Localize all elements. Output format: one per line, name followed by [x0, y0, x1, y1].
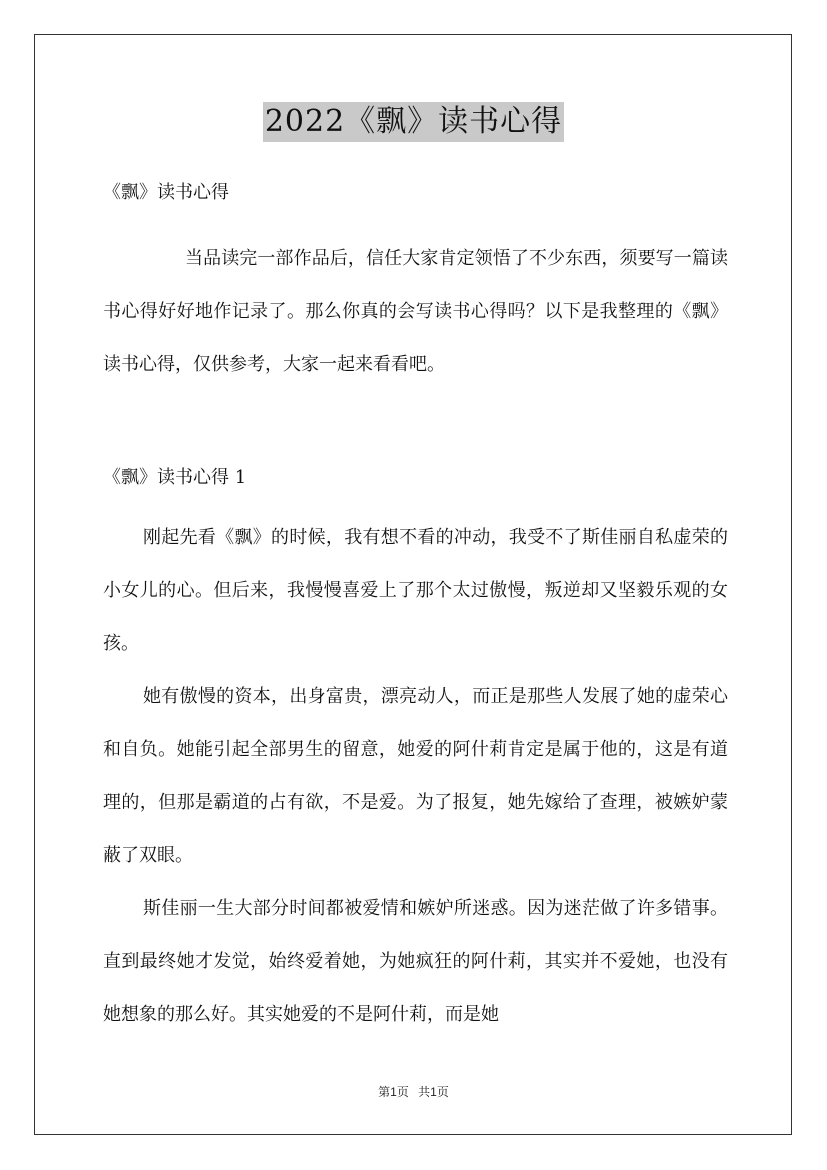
document-subtitle: 《飘》读书心得: [103, 182, 229, 203]
body-paragraph-1: 刚起先看《飘》的时候，我有想不看的冲动，我受不了斯佳丽自私虚荣的小女儿的心。但后来，我慢慢喜爱上了那个太过傲慢，叛逆却又坚毅乐观的女孩。: [103, 527, 728, 654]
title-container: [0, 102, 827, 142]
document-body: [103, 170, 728, 1041]
body-paragraph-3: 斯佳丽一生大部分时间都被爱情和嫉妒所迷惑。因为迷茫做了许多错事。直到最终她才发觉，始终爱着她，为她疯狂的阿什莉，其实并不爱她，也没有她想象的那么好。其实她爱的不是阿什莉，而是她: [103, 898, 728, 1025]
document-title: 2022《飘》读书心得: [263, 102, 564, 142]
intro-paragraph: 当品读完一部作品后，信任大家肯定领悟了不少东西，须要写一篇读书心得好好地作记录了。那么你真的会写读书心得吗？以下是我整理的《飘》读书心得，仅供参考，大家一起来看看吧。: [103, 248, 728, 375]
page-footer: 第1页 共1页: [378, 1085, 449, 1099]
body-paragraph-2: 她有傲慢的资本，出身富贵，漂亮动人，而正是那些人发展了她的虚荣心和自负。她能引起全部男生的留意，她爱的阿什莉肯定是属于他的，这是有道理的，但那是霸道的占有欲，不是爱。为了报复，她先嫁给了查理，被嫉妒蒙蔽了双眼。: [103, 686, 728, 866]
section-heading: 《飘》读书心得 1: [103, 467, 247, 488]
